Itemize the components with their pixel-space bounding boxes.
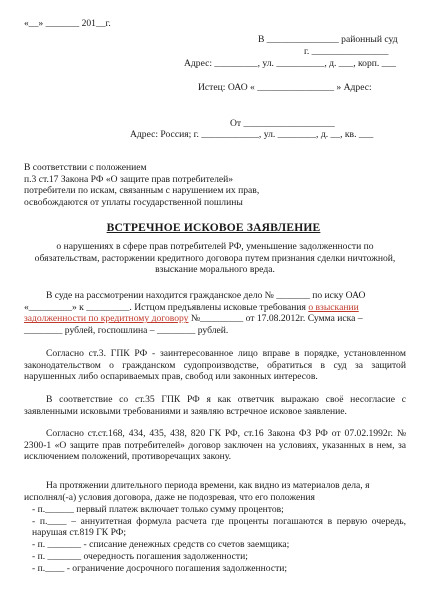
court-city: г. ________________ xyxy=(304,46,389,57)
clause-item: - п. _______ очередность погашения задолженности; xyxy=(32,550,248,562)
case-line-2 xyxy=(24,302,406,314)
document-title: ВСТРЕЧНОЕ ИСКОВОЕ ЗАЯВЛЕНИЕ xyxy=(106,222,321,234)
court-name: В _______________ районный суд xyxy=(258,34,398,45)
document-subtitle: о нарушениях в сфере прав потребителей РФ, уменьшение задолженности по обязательствам, расторжении кредитного договора путем признания сделки ничтожной, взыскание морального вреда. xyxy=(34,241,396,276)
paragraph-gpk-3: Согласно ст.3. ГПК РФ - заинтересованное лицо вправе в порядке, установленном законодательством о гражданском судопроизводстве, обратиться в суд за защитой нарушенных либо оспариваемых прав, свобод или законных интересов. xyxy=(24,348,406,383)
clause-list xyxy=(24,504,406,574)
performance-line-1: На протяжении длительного периода времени, как видно из материалов дела, я xyxy=(46,480,370,491)
date-line: «__» _______ 201__г. xyxy=(24,18,111,29)
case-line-2-text: «_________» к _________. Истцом предъявлены исковые требования xyxy=(24,301,309,313)
court-address: Адрес: _________, ул. __________, д. ___, корп. ___ xyxy=(184,58,397,69)
exemption-note xyxy=(24,162,259,209)
case-line-3 xyxy=(24,313,406,325)
performance-line-2: исполнял(-а) условия договора, даже не подозревая, что его положения xyxy=(24,491,315,503)
clause-item: - п. _______ - списание денежных средств со счетов заемщика; xyxy=(32,539,290,551)
paragraph-gk-articles: Согласно ст.ст.168, 434, 435, 438, 820 ГК РФ, ст.16 Закона ФЗ РФ от 07.02.1992г. № 2300-1 «О защите прав потребителей» договор заключен на условиях, указанных в нем, за исключением положений, противоречащих закону. xyxy=(24,428,406,463)
case-line-3-text: №_________ от 17.08.2012г. Сумма иска – xyxy=(188,313,363,325)
note-line: п.3 ст.17 Закона РФ «О защите прав потребителей» xyxy=(24,173,234,185)
note-line: В соответствии с положением xyxy=(24,162,147,173)
clause-item: - п.______ первый платеж включает только сумму процентов; xyxy=(32,504,284,515)
case-line-1: В суде на рассмотрении находится гражданское дело № _______ по иску ОАО xyxy=(46,290,366,301)
paragraph-case xyxy=(24,290,406,337)
claim-highlight-1: о взыскании xyxy=(308,301,359,313)
defendant-from: От ___________________ xyxy=(230,118,335,129)
claim-highlight-2: задолженности по кредитному договору xyxy=(24,313,189,325)
defendant-address: Адрес: Россия; г. ____________, ул. ________, д. __, кв. ___ xyxy=(130,129,374,140)
paragraph-gpk-35: В соответствие со ст.35 ГПК РФ я как ответчик выражаю своё несогласие с заявленными исковыми требованиями и заявляю встречное исковое заявление. xyxy=(24,394,406,417)
clause-item: - п.____ - ограничение досрочного погашения задолженности; xyxy=(32,562,288,574)
case-line-4: ________ рублей, госпошлина – ________ рублей. xyxy=(24,325,229,337)
clause-item: - п.____ – аннуитетная формула расчета где проценты погашаются в первую очередь, нарушая ст.819 ГК РФ; xyxy=(32,515,406,539)
note-line: потребители по искам, связанным с нарушением их прав, xyxy=(24,185,260,197)
plaintiff-line: Истец: ОАО « ________________ » Адрес: xyxy=(198,82,372,93)
paragraph-performance xyxy=(24,480,406,503)
note-line: освобождаются от уплаты государственной пошлины xyxy=(24,197,243,209)
